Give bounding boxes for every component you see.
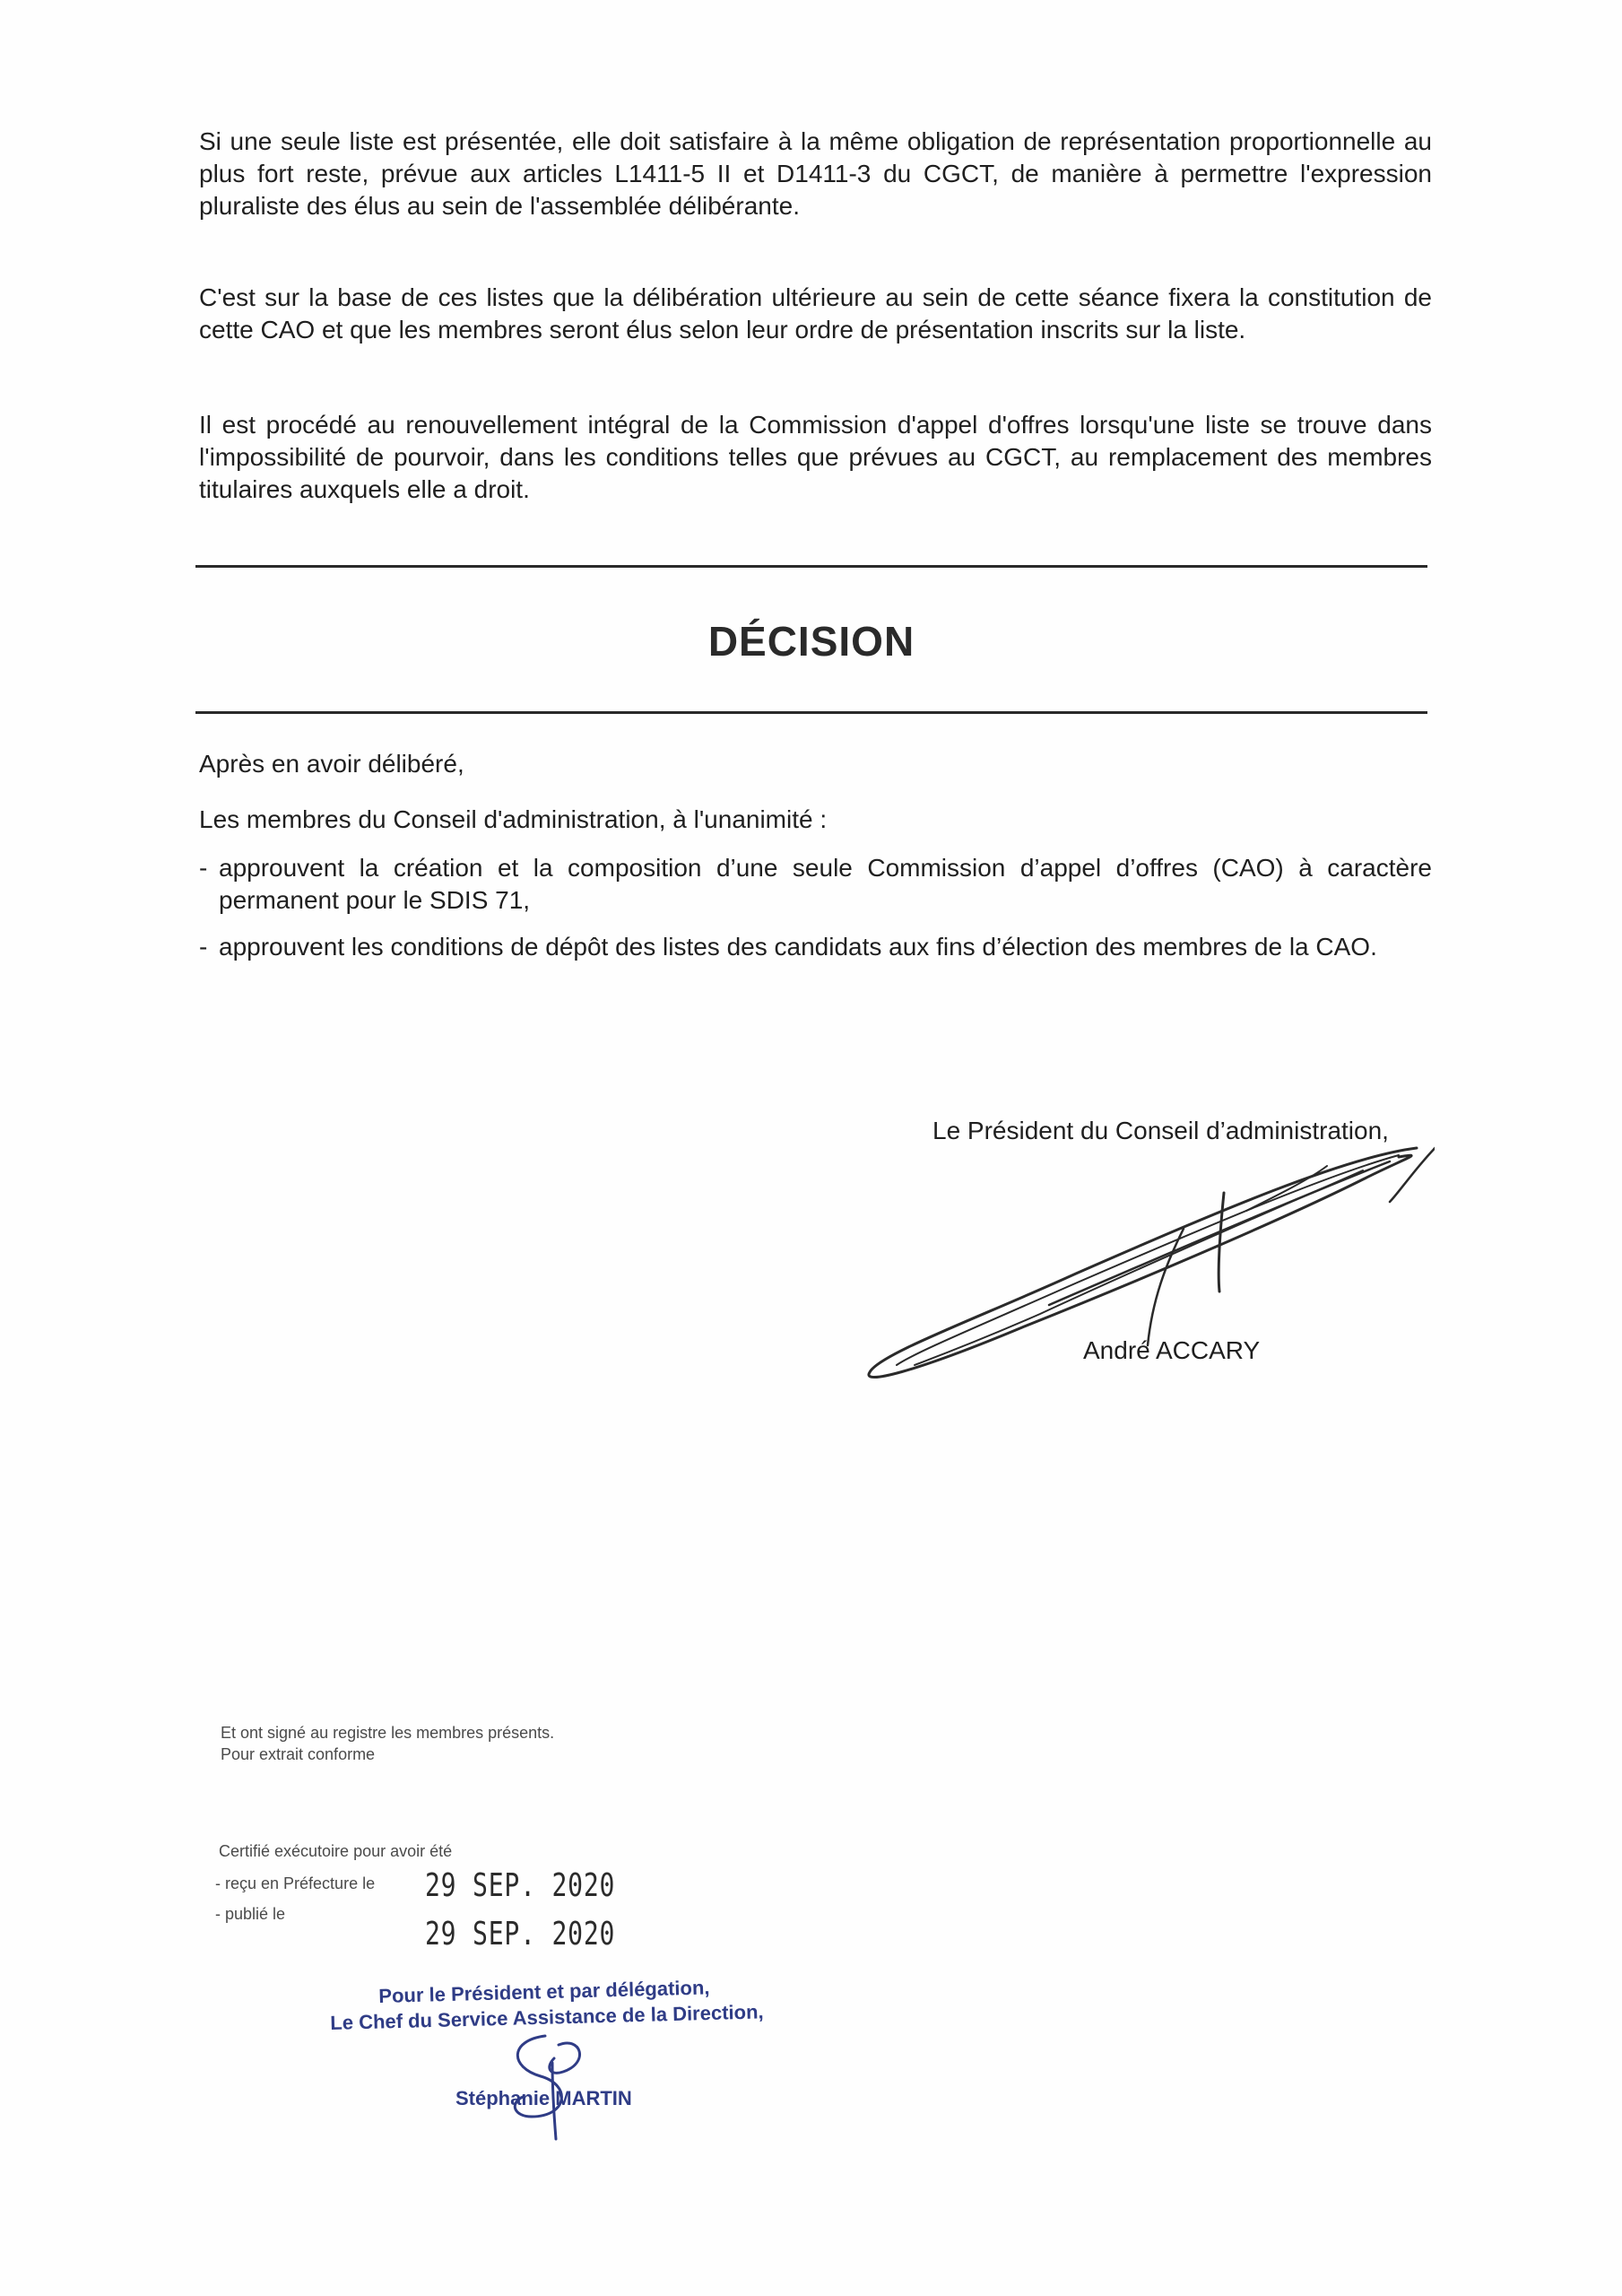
delegation-stamp-name: Stéphanie MARTIN [455,2087,632,2109]
received-prefecture-label: - reçu en Préfecture le [215,1874,376,1892]
published-date-stamp: 29 SEP. 2020 [425,1916,616,1952]
delegation-stamp-line2: Le Chef du Service Assistance de la Direction, [330,2000,764,2034]
bottom-divider [195,711,1427,714]
decision-title: DÉCISION [707,618,915,665]
president-title: Le Président du Conseil d’administration, [932,1117,1389,1144]
extract-conforme-note: Pour extrait conforme [221,1745,376,1763]
bullet-text: approuvent les conditions de dépôt des listes des candidats aux fins d’élection des membres de la CAO. [219,933,1377,961]
decision-members: Les membres du Conseil d'administration, à l'unanimité : [199,805,828,833]
paragraph-lists-basis: C'est sur la base de ces listes que la délibération ultérieure au sein de cette séance fixera la constitution de cette CAO et que les membres seront élus selon leur ordre de présentation inscrits sur la liste. [199,283,1432,344]
top-divider [195,565,1427,568]
signed-register-note: Et ont signé au registre les membres présents. [221,1724,555,1742]
published-label: - publié le [215,1905,286,1923]
decision-intro: Après en avoir délibéré, [199,750,464,778]
received-date-stamp: 29 SEP. 2020 [425,1867,616,1904]
decision-bullet [199,852,1432,917]
bullet-text: approuvent la création et la composition d’une seule Commission d’appel d’offres (CAO) à caractère permanent pour le SDIS 71, [219,854,1432,914]
paragraph-single-list: Si une seule liste est présentée, elle doit satisfaire à la même obligation de représentation proportionnelle au plus fort reste, prévue aux articles L1411-5 II et D1411-3 du CGCT, de manière à permettre l'expression pluraliste des élus au sein de l'assemblée délibérante. [199,127,1432,220]
delegation-signature [491,2027,599,2144]
certified-executory: Certifié exécutoire pour avoir été [219,1842,453,1860]
paragraph-renewal: Il est procédé au renouvellement intégral de la Commission d'appel d'offres lorsqu'une liste se trouve dans l'impossibilité de pourvoir, dans les conditions telles que prévues au CGCT, au remplacement des membres titulaires auxquels elle a droit. [199,411,1432,503]
president-name: André ACCARY [1083,1336,1261,1364]
delegation-stamp-line1: Pour le Président et par délégation, [378,1976,710,2007]
bullet-dash: - [199,933,208,961]
bullet-dash: - [199,854,208,882]
decision-bullet [199,931,1432,963]
